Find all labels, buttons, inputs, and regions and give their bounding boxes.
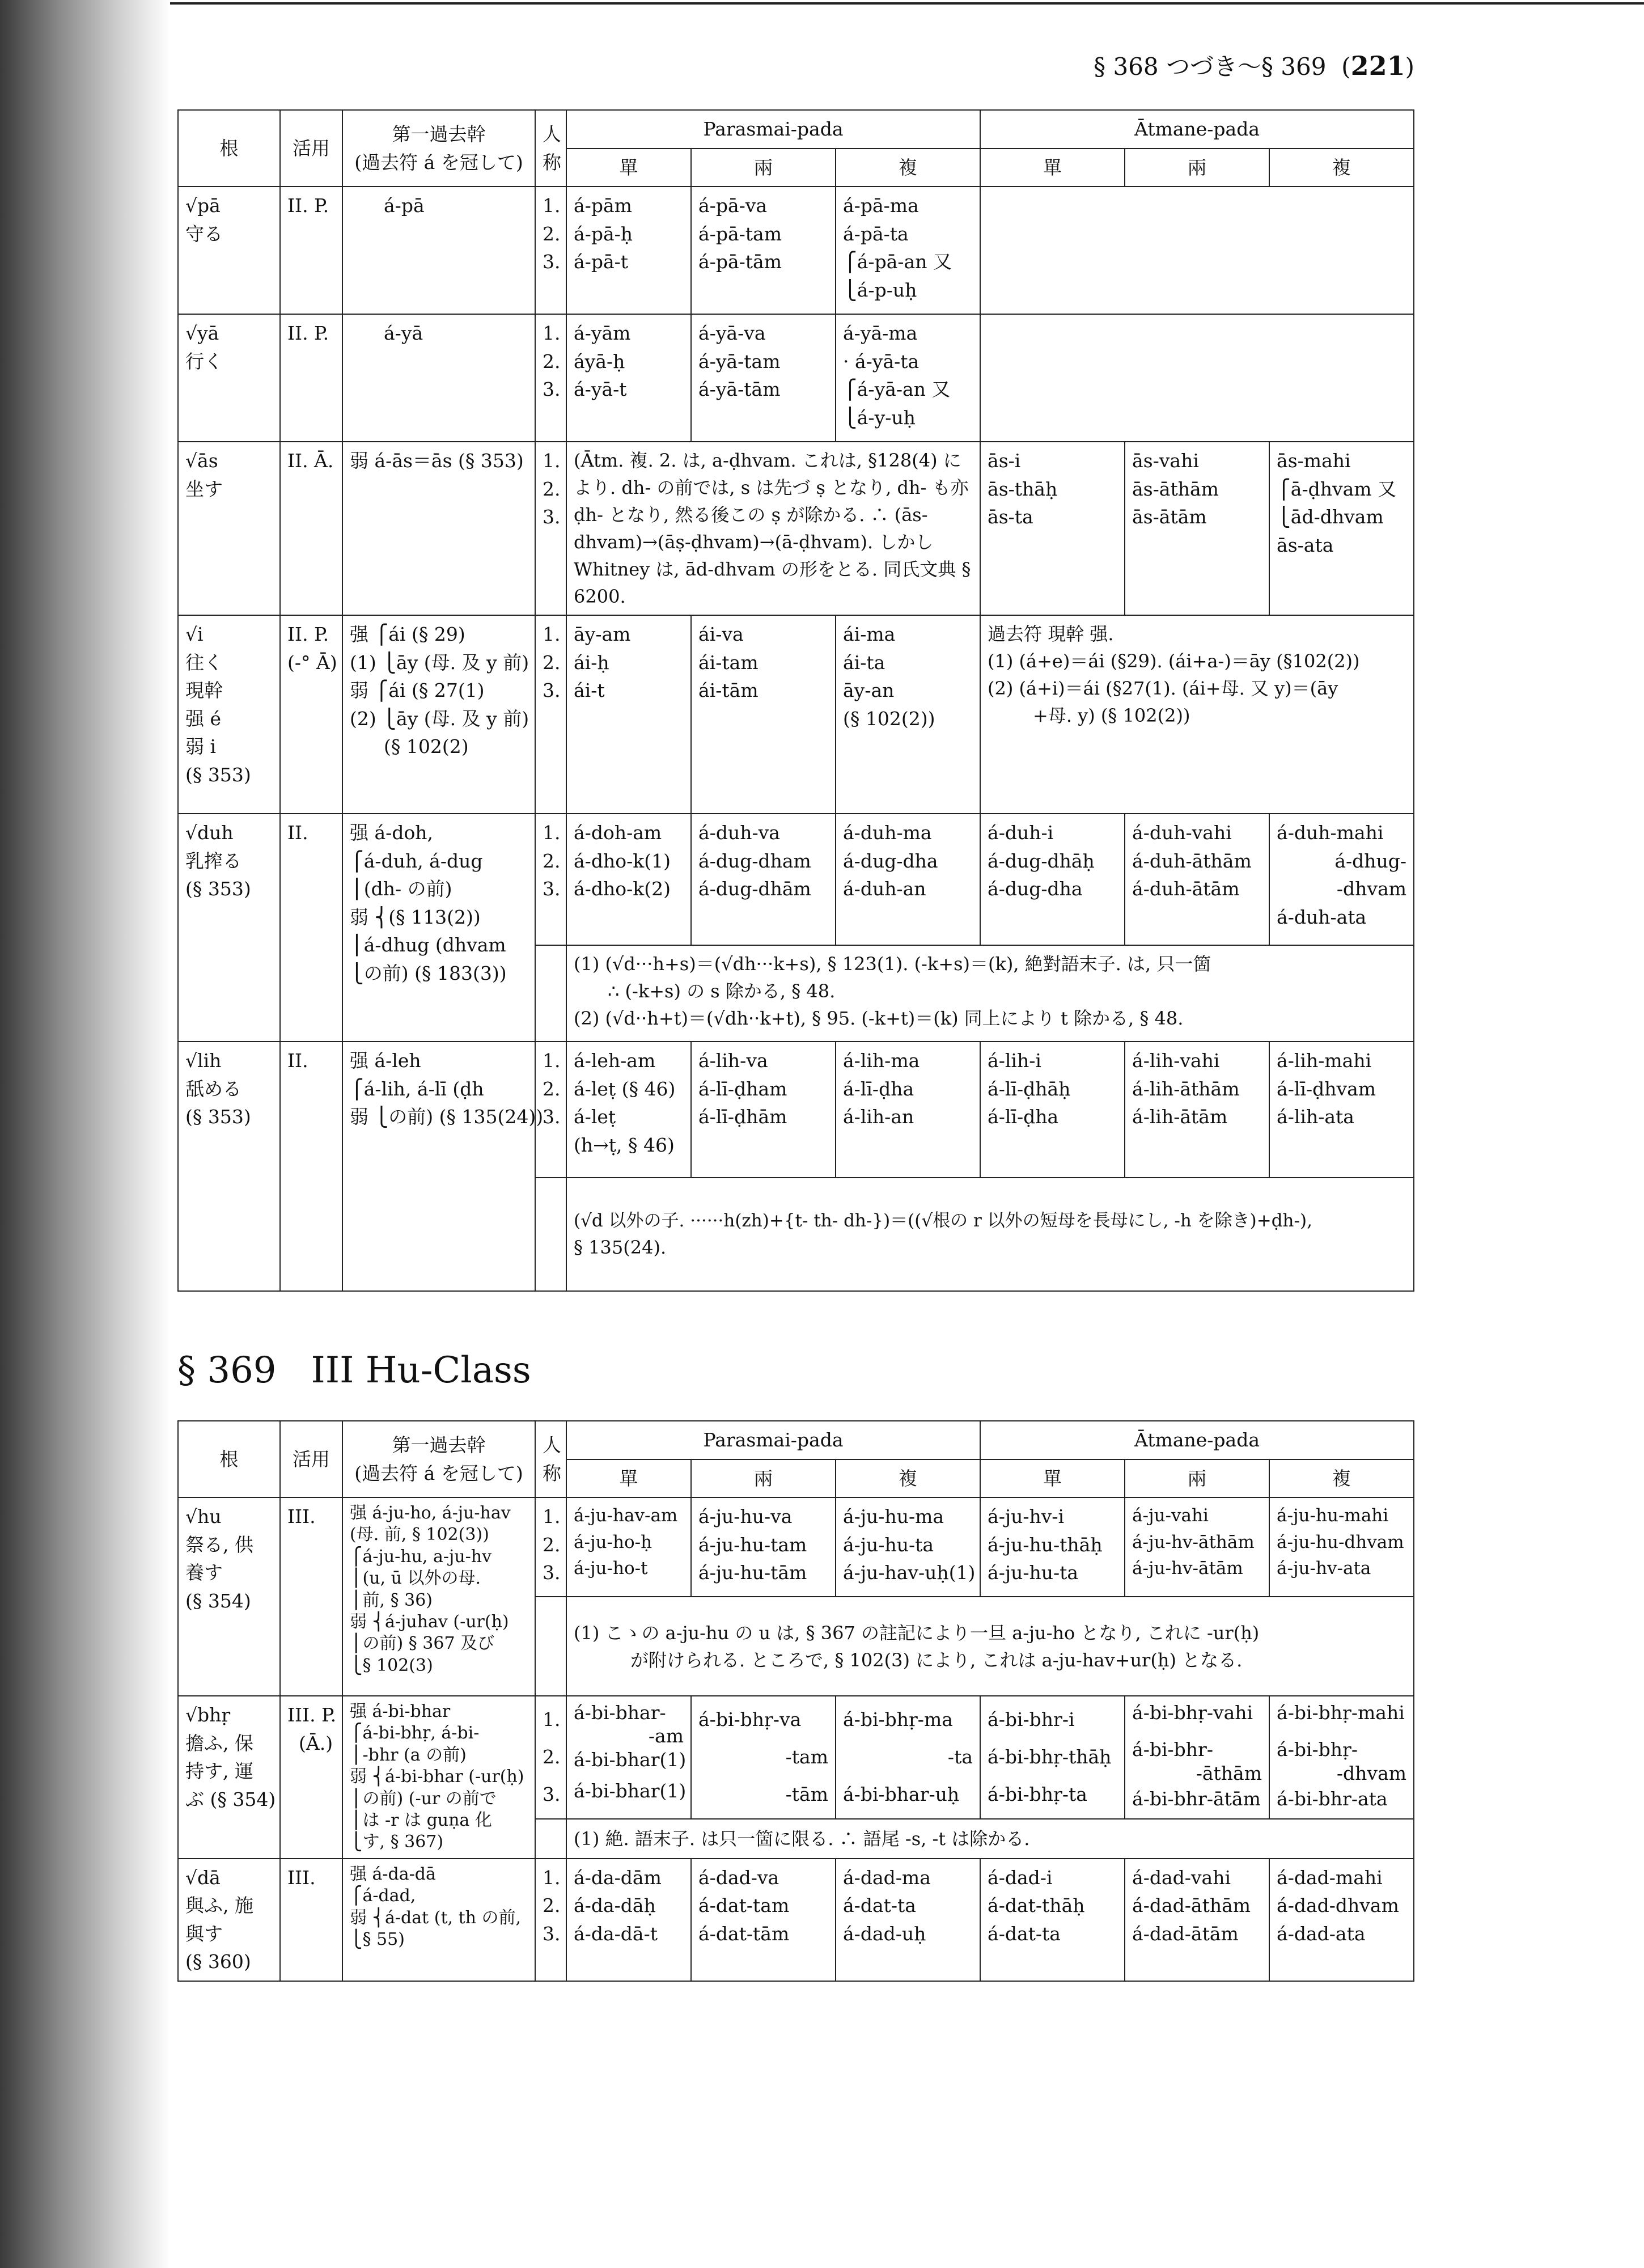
form-cell: ās-i ās-thāḥ ās-ta bbox=[980, 442, 1125, 615]
person-cell: 1. 2. 3. bbox=[535, 1042, 566, 1178]
form-cell: á-bi-bhṛ-mahi á-bi-bhṛ- -dhvam á-bi-bhr-ata bbox=[1269, 1696, 1414, 1819]
form-cell: á-duh-mahi á-dhug- -dhvam á-duh-ata bbox=[1269, 814, 1414, 945]
col-p-sg: 單 bbox=[566, 1459, 691, 1498]
table-row bbox=[178, 814, 1414, 945]
form-cell: ās-mahi ⎧ā-ḍhvam 又 ⎩ād-dhvam ās-ata bbox=[1269, 442, 1414, 615]
root-cell: √pā 守る bbox=[178, 187, 280, 314]
stem-cell: á-pā bbox=[342, 187, 535, 314]
form-cell: á-yām áyā-ḥ á-yā-t bbox=[566, 314, 691, 442]
conj-cell: II. bbox=[280, 814, 342, 1042]
form-cell: á-duh-va á-dug-dham á-dug-dhām bbox=[691, 814, 836, 945]
col-stem: 第一過去幹 (過去符 á を冠して) bbox=[342, 1421, 535, 1497]
person-cell: 1. 2. 3. bbox=[535, 1859, 566, 1981]
conj-cell: II. bbox=[280, 1042, 342, 1291]
empty-cell bbox=[980, 314, 1414, 442]
form-cell: á-bi-bhṛ-vahi á-bi-bhr- -āthām á-bi-bhr-ātām bbox=[1125, 1696, 1269, 1819]
table-row bbox=[178, 314, 1414, 442]
person-cell: 1. 2. 3. bbox=[535, 1497, 566, 1597]
root-cell: √dā 與ふ, 施 與す (§ 360) bbox=[178, 1859, 280, 1981]
table-row bbox=[178, 442, 1414, 615]
stem-cell: 强 ⎧ái (§ 29) (1) ⎩āy (母. 及 y 前) 弱 ⎧ái (§ 27(1) (2) ⎩āy (母. 及 y 前) (§ 102(2) bbox=[342, 615, 535, 814]
form-cell: á-bi-bhṛ-ma -ta á-bi-bhar-uḥ bbox=[836, 1696, 980, 1819]
col-root: 根 bbox=[178, 1421, 280, 1497]
person-cell: 1. 2. 3. bbox=[535, 314, 566, 442]
col-atmane: Ātmane-pada bbox=[980, 1421, 1414, 1459]
form-cell: á-da-dām á-da-dāḥ á-da-dā-t bbox=[566, 1859, 691, 1981]
note-cell: 過去符 現幹 强. (1) (á+e)＝ái (§29). (ái+a-)＝āy (§102(2)) (2) (á+i)＝ái (§27(1). (ái+母. 又 y)＝(āy +母. y) (§ 102(2)) bbox=[980, 615, 1414, 814]
section-title bbox=[177, 1349, 531, 1391]
person-cell: 1. 2. 3. bbox=[535, 442, 566, 615]
running-header: § 368 つづき～§ 369 (221) bbox=[1094, 50, 1414, 81]
empty-cell bbox=[535, 1178, 566, 1291]
root-cell: √hu 祭る, 供 養す (§ 354) bbox=[178, 1497, 280, 1696]
form-cell: á-yā-ma · á-yā-ta ⎧á-yā-an 又 ⎩á-y-uḥ bbox=[836, 314, 980, 442]
form-cell: á-ju-hu-mahi á-ju-hu-dhvam á-ju-hv-ata bbox=[1269, 1497, 1414, 1597]
conjugation-table-368 bbox=[177, 109, 1414, 1292]
header-section: § 368 つづき～§ 369 bbox=[1094, 53, 1327, 81]
col-p-sg: 單 bbox=[566, 149, 691, 187]
col-p-pl: 複 bbox=[836, 1459, 980, 1498]
stem-cell: 弱 á-ās＝ās (§ 353) bbox=[342, 442, 535, 615]
form-cell: á-ju-hu-va á-ju-hu-tam á-ju-hu-tām bbox=[691, 1497, 836, 1597]
table-row bbox=[178, 187, 1414, 314]
note-cell: (1) (√d···h+s)＝(√dh···k+s), § 123(1). (-k+s)＝(k), 絶對語末子. は, 只一箇 ∴ (-k+s) の s 除かる, § 48. (2) (√d··h+t)＝(√dh··k+t), § 95. (-k+t)＝(k) 同上により t 除かる, § 48. bbox=[566, 945, 1414, 1042]
form-cell: ās-vahi ās-āthām ās-ātām bbox=[1125, 442, 1269, 615]
form-cell: á-duh-vahi á-duh-āthām á-duh-ātām bbox=[1125, 814, 1269, 945]
form-cell: á-ju-hv-i á-ju-hu-thāḥ á-ju-hu-ta bbox=[980, 1497, 1125, 1597]
col-a-sg: 單 bbox=[980, 1459, 1125, 1498]
form-cell: á-pā-va á-pā-tam á-pā-tām bbox=[691, 187, 836, 314]
stem-cell: 强 á-leh ⎧á-lih, á-lī (ḍh 弱 ⎩の前) (§ 135(24)) bbox=[342, 1042, 535, 1291]
col-p-du: 兩 bbox=[691, 149, 836, 187]
form-cell: á-lih-ma á-lī-ḍha á-lih-an bbox=[836, 1042, 980, 1178]
col-conj: 活用 bbox=[280, 110, 342, 187]
col-person: 人称 bbox=[535, 1421, 566, 1497]
root-cell: √ās 坐す bbox=[178, 442, 280, 615]
form-cell: á-dad-mahi á-dad-dhvam á-dad-ata bbox=[1269, 1859, 1414, 1981]
empty-cell bbox=[535, 1597, 566, 1696]
conj-cell: III. P. (Ā.) bbox=[280, 1696, 342, 1859]
note-cell: (Ātm. 複. 2. は, a-ḍhvam. これは, §128(4) により. dh- の前では, s は先づ ṣ となり, dh- も亦 ḍh- となり, 然る後この ṣ が除かる. ∴ (ās-dhvam)→(āṣ-ḍhvam)→(ā-ḍhvam). しかし Whitney は, ād-dhvam の形をとる. 同氏文典 § 6200. bbox=[566, 442, 980, 615]
form-cell: á-bi-bhar- -am á-bi-bhar(1) á-bi-bhar(1) bbox=[566, 1696, 691, 1819]
col-parasmai: Parasmai-pada bbox=[566, 1421, 980, 1459]
form-cell: á-ju-hu-ma á-ju-hu-ta á-ju-hav-uḥ(1) bbox=[836, 1497, 980, 1597]
note-cell: (1) 絶. 語末子. は只一箇に限る. ∴ 語尾 -s, -t は除かる. bbox=[566, 1819, 1414, 1859]
col-p-pl: 複 bbox=[836, 149, 980, 187]
col-a-du: 兩 bbox=[1125, 1459, 1269, 1498]
form-cell: á-lih-va á-lī-ḍham á-lī-ḍhām bbox=[691, 1042, 836, 1178]
col-conj: 活用 bbox=[280, 1421, 342, 1497]
conj-cell: II. P. bbox=[280, 314, 342, 442]
form-cell: á-dad-ma á-dat-ta á-dad-uḥ bbox=[836, 1859, 980, 1981]
table-row bbox=[178, 1696, 1414, 1819]
person-cell: 1. 2. 3. bbox=[535, 187, 566, 314]
root-cell: √lih 舐める (§ 353) bbox=[178, 1042, 280, 1291]
form-cell: á-doh-am á-dho-k(1) á-dho-k(2) bbox=[566, 814, 691, 945]
note-cell: (√d 以外の子. ······h(zh)+{t- th- dh-})＝((√根の r 以外の短母を長母にし, -h を除き)+ḍh-), § 135(24). bbox=[566, 1178, 1414, 1291]
form-cell: á-pā-ma á-pā-ta ⎧á-pā-an 又 ⎩á-p-uḥ bbox=[836, 187, 980, 314]
stem-cell: 强 á-doh, ⎧á-duh, á-dug ⎪(dh- の前) 弱 ⎨(§ 113(2)) ⎪á-dhug (dhvam ⎩の前) (§ 183(3)) bbox=[342, 814, 535, 1042]
col-root: 根 bbox=[178, 110, 280, 187]
form-cell: á-bi-bhṛ-va -tam -tām bbox=[691, 1696, 836, 1819]
empty-cell bbox=[535, 1819, 566, 1859]
conj-cell: II. Ā. bbox=[280, 442, 342, 615]
col-a-pl: 複 bbox=[1269, 1459, 1414, 1498]
form-cell: á-yā-va á-yā-tam á-yā-tām bbox=[691, 314, 836, 442]
conj-cell: III. bbox=[280, 1859, 342, 1981]
person-cell: 1. 2. 3. bbox=[535, 615, 566, 814]
conjugation-table-369 bbox=[177, 1420, 1414, 1982]
col-stem: 第一過去幹 (過去符 á を冠して) bbox=[342, 110, 535, 187]
col-a-sg: 單 bbox=[980, 149, 1125, 187]
col-a-du: 兩 bbox=[1125, 149, 1269, 187]
section-name: III Hu-Class bbox=[311, 1349, 531, 1391]
form-cell: ái-va ái-tam ái-tām bbox=[691, 615, 836, 814]
stem-cell: 强 á-da-dā ⎧á-dad, 弱 ⎨á-dat (t, th の前, ⎩§ 55) bbox=[342, 1859, 535, 1981]
form-cell: á-dad-vahi á-dad-āthām á-dad-ātām bbox=[1125, 1859, 1269, 1981]
form-cell: á-pām á-pā-ḥ á-pā-t bbox=[566, 187, 691, 314]
conj-cell: II. P. (-° Ā) bbox=[280, 615, 342, 814]
table-row bbox=[178, 1497, 1414, 1597]
stem-cell: á-yā bbox=[342, 314, 535, 442]
empty-cell bbox=[535, 945, 566, 1042]
form-cell: á-lih-vahi á-lih-āthām á-lih-ātām bbox=[1125, 1042, 1269, 1178]
note-cell: (1) こゝの a-ju-hu の u は, § 367 の註記により一旦 a-ju-ho となり, これに -ur(ḥ) が附けられる. ところで, § 102(3) により, これは a-ju-hav+ur(ḥ) となる. bbox=[566, 1597, 1414, 1696]
col-p-du: 兩 bbox=[691, 1459, 836, 1498]
form-cell: ái-ma ái-ta āy-an (§ 102(2)) bbox=[836, 615, 980, 814]
section-number: § 369 bbox=[177, 1349, 277, 1391]
col-parasmai: Parasmai-pada bbox=[566, 110, 980, 149]
form-cell: á-leh-am á-leṭ (§ 46) á-leṭ (h→ṭ, § 46) bbox=[566, 1042, 691, 1178]
form-cell: á-duh-i á-dug-dhāḥ á-dug-dha bbox=[980, 814, 1125, 945]
form-cell: á-dad-i á-dat-thāḥ á-dat-ta bbox=[980, 1859, 1125, 1981]
conj-cell: II. P. bbox=[280, 187, 342, 314]
form-cell: á-lih-mahi á-lī-ḍhvam á-lih-ata bbox=[1269, 1042, 1414, 1178]
person-cell: 1. 2. 3. bbox=[535, 1696, 566, 1819]
page-number: 221 bbox=[1350, 50, 1405, 81]
stem-cell: 强 á-ju-ho, á-ju-hav (母. 前, § 102(3)) ⎧á-ju-hu, a-ju-hv ⎪(u, ū 以外の母. ⎪前, § 36) 弱 ⎨á-juhav (-ur(ḥ) ⎪の前) § 367 及び ⎩§ 102(3) bbox=[342, 1497, 535, 1696]
root-cell: √duh 乳搾る (§ 353) bbox=[178, 814, 280, 1042]
root-cell: √yā 行く bbox=[178, 314, 280, 442]
form-cell: á-bi-bhr-i á-bi-bhṛ-thāḥ á-bi-bhṛ-ta bbox=[980, 1696, 1125, 1819]
top-rule bbox=[170, 2, 1644, 5]
person-cell: 1. 2. 3. bbox=[535, 814, 566, 945]
form-cell: āy-am ái-ḥ ái-t bbox=[566, 615, 691, 814]
form-cell: á-dad-va á-dat-tam á-dat-tām bbox=[691, 1859, 836, 1981]
conj-cell: III. bbox=[280, 1497, 342, 1696]
form-cell: á-ju-vahi á-ju-hv-āthām á-ju-hv-ātām bbox=[1125, 1497, 1269, 1597]
table-row bbox=[178, 615, 1414, 814]
stem-cell: 强 á-bi-bhar ⎧á-bi-bhṛ, á-bi- ⎪-bhr (a の前) 弱 ⎨á-bi-bhar (-ur(ḥ) ⎪の前) (-ur の前で ⎪は -r は guṇa 化 ⎩す, § 367) bbox=[342, 1696, 535, 1859]
empty-cell bbox=[980, 187, 1414, 314]
col-atmane: Ātmane-pada bbox=[980, 110, 1414, 149]
col-person: 人称 bbox=[535, 110, 566, 187]
table-row bbox=[178, 1042, 1414, 1178]
col-a-pl: 複 bbox=[1269, 149, 1414, 187]
form-cell: á-duh-ma á-dug-dha á-duh-an bbox=[836, 814, 980, 945]
form-cell: á-ju-hav-am á-ju-ho-ḥ á-ju-ho-t bbox=[566, 1497, 691, 1597]
page-edge-shadow bbox=[0, 0, 170, 2268]
table-row bbox=[178, 1859, 1414, 1981]
form-cell: á-lih-i á-lī-ḍhāḥ á-lī-ḍha bbox=[980, 1042, 1125, 1178]
root-cell: √i 往く 現幹 强 é 弱 i (§ 353) bbox=[178, 615, 280, 814]
root-cell: √bhṛ 擔ふ, 保 持す, 運 ぶ (§ 354) bbox=[178, 1696, 280, 1859]
